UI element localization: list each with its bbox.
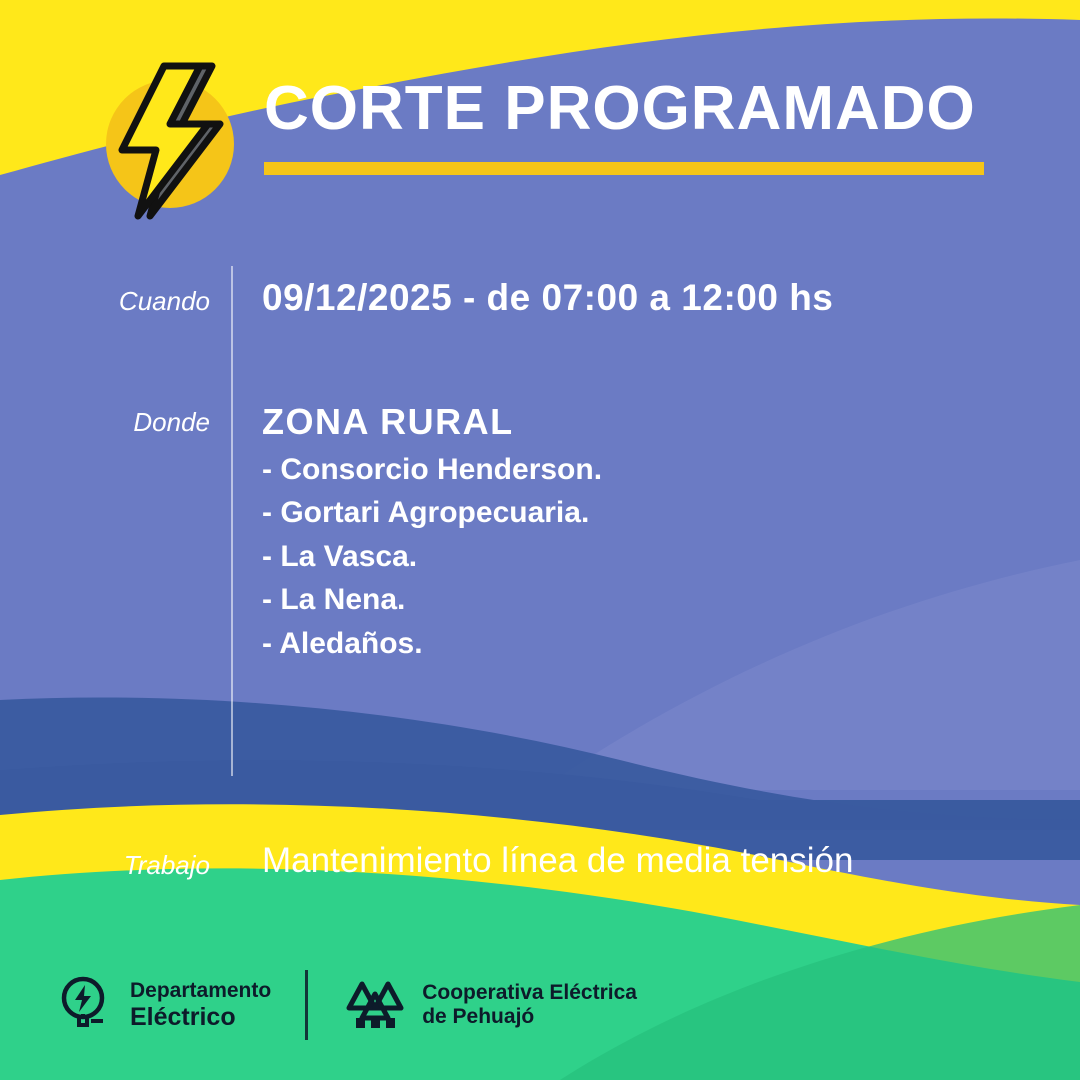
work-value: Mantenimiento línea de media tensión <box>262 841 854 881</box>
list-item: - La Vasca. <box>262 539 418 573</box>
row-when <box>100 278 1000 319</box>
details-panel <box>100 258 1000 882</box>
title-underline <box>264 162 984 175</box>
zone-list <box>262 448 602 666</box>
electric-department-icon <box>58 974 116 1036</box>
page-title: CORTE PROGRAMADO <box>264 74 976 143</box>
list-item: - Gortari Agropecuaria. <box>262 496 590 530</box>
when-label: Cuando <box>118 286 210 316</box>
row-work <box>100 840 1000 882</box>
list-item: - Aledaños. <box>262 626 423 660</box>
list-item: - Consorcio Henderson. <box>262 452 603 486</box>
row-where <box>100 399 1000 666</box>
zone-title: ZONA RURAL <box>262 400 514 442</box>
department-brand <box>58 974 271 1036</box>
work-label: Trabajo <box>123 850 210 881</box>
department-line1: Departamento <box>130 978 272 1002</box>
footer-separator <box>305 970 308 1040</box>
cooperative-line2: de Pehuajó <box>422 1005 535 1028</box>
lightning-bolt-icon <box>100 62 246 208</box>
when-value: 09/12/2025 - de 07:00 a 12:00 hs <box>262 277 834 318</box>
cooperative-logo-icon <box>342 974 408 1036</box>
cooperative-line1: Cooperativa Eléctrica <box>422 980 637 1004</box>
footer <box>0 930 1080 1080</box>
where-label: Donde <box>133 406 210 437</box>
cooperative-brand <box>342 974 637 1036</box>
header <box>100 62 990 222</box>
department-line2: Eléctrico <box>130 1002 236 1031</box>
list-item: - La Nena. <box>262 583 406 617</box>
